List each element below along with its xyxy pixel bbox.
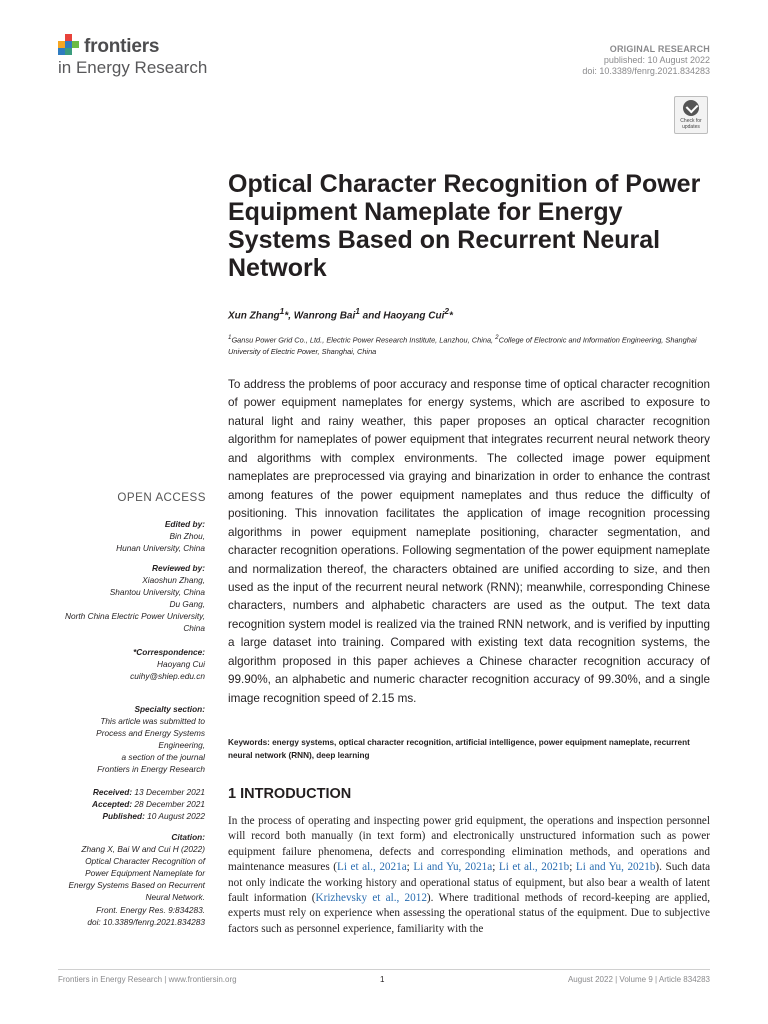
author-name[interactable]: Wanrong Bai — [293, 310, 356, 322]
body-text: ). Where traditional methods of record-keeping are applied, experts must rely on experience when assessing the operational status of the equipment. Due to subjective factors such as personnel experience, familiarity with the — [228, 892, 710, 935]
author-name[interactable]: Xun Zhang — [228, 310, 280, 322]
footer-journal-link[interactable]: Frontiers in Energy Research | www.frontiersin.org — [58, 975, 237, 984]
editor-name: Bin Zhou, — [169, 531, 205, 542]
page-number: 1 — [380, 975, 385, 984]
journal-name: in Energy Research — [58, 58, 208, 77]
check-icon — [683, 100, 699, 116]
citation-line: Front. Energy Res. 9:834283. — [96, 904, 205, 915]
footer-issue-info: August 2022 | Volume 9 | Article 834283 — [567, 975, 710, 984]
edited-by-block — [25, 518, 205, 554]
citation-line: Zhang X, Bai W and Cui H (2022) — [81, 844, 205, 855]
reviewer-line: North China Electric Power University, — [64, 611, 205, 622]
author-list — [228, 306, 708, 321]
keywords: Keywords: energy systems, optical character recognition, artificial intelligence, power equipment nameplate, recurrent neural network (RNN), deep learning — [228, 738, 690, 760]
citation-link[interactable]: Li and Yu, 2021a — [413, 861, 493, 874]
check-for-updates-button[interactable] — [674, 96, 708, 134]
body-text: ; — [406, 861, 414, 874]
accepted-label: Accepted: — [92, 799, 133, 810]
citation-block — [25, 831, 205, 928]
specialty-line: Process and Energy Systems — [96, 728, 205, 739]
article-title: Optical Character Recognition of Power Equipment Nameplate for Energy Systems Based on Recurrent Neural Network — [228, 170, 701, 282]
intro-paragraph — [228, 814, 710, 937]
journal-brand: frontiers — [84, 36, 160, 57]
published-line — [25, 810, 205, 822]
journal-logo — [58, 34, 258, 82]
author-sup: 1 — [279, 306, 285, 316]
frontiers-logo-icon — [58, 34, 80, 60]
received-line — [25, 786, 205, 798]
citation-line: Power Equipment Nameplate for — [85, 868, 205, 879]
specialty-line: This article was submitted to — [100, 716, 205, 727]
citation-line: Neural Network. — [145, 892, 205, 903]
body-text: ; — [492, 861, 499, 874]
article-type: ORIGINAL RESEARCH — [609, 44, 710, 54]
section-heading: 1 INTRODUCTION — [228, 786, 352, 802]
citation-link[interactable]: Li and Yu, 2021b — [575, 861, 656, 874]
body-text: In the process of operating and inspecting power grid equipment, the operations and inspection personnel will record both manually (in text form) and electronically unstructured information such as power equipment failure phenomena, defects and corresponding elimination methods, and operations and maintenance measures ( — [228, 815, 710, 874]
specialty-line: a section of the journal — [121, 752, 205, 763]
affil-text: Gansu Power Grid Co., Ltd., Electric Power Research Institute, Lanzhou, China, — [231, 335, 496, 345]
body-text: ). Such data not only indicate the working history and operational status of equipment, but also bear a wealth of latent fault information ( — [228, 861, 711, 905]
correspondence-label: *Correspondence: — [133, 647, 205, 657]
reviewer-line: Shantou University, China — [109, 587, 205, 598]
dates-block — [25, 786, 205, 822]
article-doi[interactable]: doi: 10.3389/fenrg.2021.834283 — [582, 66, 710, 76]
correspondence-email[interactable]: cuihy@shiep.edu.cn — [130, 671, 205, 682]
citation-link[interactable]: Li et al., 2021a — [336, 861, 407, 874]
reviewer-line: Du Gang, — [169, 599, 205, 610]
citation-link[interactable]: Li et al., 2021b — [498, 861, 570, 874]
author-star: * — [284, 310, 289, 322]
published-date-side: 10 August 2022 — [144, 811, 205, 822]
received-label: Received: — [92, 787, 133, 797]
abstract: To address the problems of poor accuracy and response time of optical character recognition of power equipment nameplates for energy systems, which are ascribed to exposure to natural light and rainy weather, this paper proposes an optical character recognition algorithm for nameplates of power equipment that integrates recurrent neural network theory and algorithms with complex environments. The collected image power equipment nameplates are preprocessed via graying and binarization in order to enhance the contrast among features of the power equipment nameplates and thus reduce the difficulty of positioning. This innovation facilitates the application of image recognition processing algorithms in power equipment nameplate positioning, character segmentation, and character recognition operations. Following segmentation of the power equipment nameplate and normalization thereof, the characters obtained are unified according to size, and then used as the input of the recurrent neural network (RNN); meanwhile, corresponding Chinese characters, numbers and alphabetic characters are used as the output. The text data recognition system model is realized via the trained RNN network, and is verified by inputting a large dataset into training. Compared with existing text data recognition systems, the algorithm proposed in this paper achieves a Chinese character recognition accuracy of 99.90%, an alphabetic and numeric character recognition accuracy of 99.30%, and a single image recognition speed of 2.15 ms. — [228, 378, 710, 705]
specialty-line: Frontiers in Energy Research — [97, 764, 205, 775]
edited-by-label: Edited by: — [164, 519, 205, 529]
affil-sup: 1 — [228, 334, 232, 341]
reviewed-by-label: Reviewed by: — [151, 563, 205, 573]
footer-divider — [58, 969, 710, 970]
author-star: * — [449, 310, 453, 322]
reviewed-by-block — [25, 562, 205, 635]
article-meta — [582, 44, 710, 77]
specialty-line: Engineering, — [158, 740, 205, 751]
published-date: published: 10 August 2022 — [603, 55, 710, 65]
citation-link[interactable]: Krizhevsky et al., 2012 — [315, 892, 427, 905]
reviewer-line: China — [183, 623, 205, 634]
received-date: 13 December 2021 — [132, 787, 205, 797]
citation-line: Optical Character Recognition of — [85, 856, 205, 867]
correspondence-name: Haoyang Cui — [157, 659, 205, 670]
author-name[interactable]: Haoyang Cui — [383, 310, 445, 322]
citation-doi[interactable]: doi: 10.3389/fenrg.2021.834283 — [87, 916, 205, 927]
author-sup: 1 — [355, 306, 360, 316]
author-sup: 2 — [444, 306, 450, 316]
citation-line: Energy Systems Based on Recurrent — [68, 880, 205, 891]
body-text: ; — [569, 861, 576, 874]
check-for-updates-label: Check for updates — [680, 118, 702, 130]
published-label: Published: — [102, 811, 145, 822]
specialty-label: Specialty section: — [134, 704, 205, 714]
citation-label: Citation: — [171, 832, 205, 842]
accepted-date: 28 December 2021 — [132, 799, 205, 810]
author-sep: and — [359, 310, 384, 322]
affiliations — [228, 332, 708, 358]
specialty-section-block — [25, 703, 205, 776]
affil-sup: 2 — [495, 334, 499, 341]
editor-affiliation: Hunan University, China — [116, 543, 205, 554]
reviewer-line: Xiaoshun Zhang, — [142, 575, 205, 586]
correspondence-block — [25, 646, 205, 682]
affil-text: College of Electronic and Information Engineering, Shanghai University of Electric Power, Shanghai, China — [228, 335, 697, 357]
open-access-label: OPEN ACCESS — [117, 491, 206, 504]
accepted-line — [25, 798, 205, 810]
author-sep: , — [288, 310, 294, 322]
